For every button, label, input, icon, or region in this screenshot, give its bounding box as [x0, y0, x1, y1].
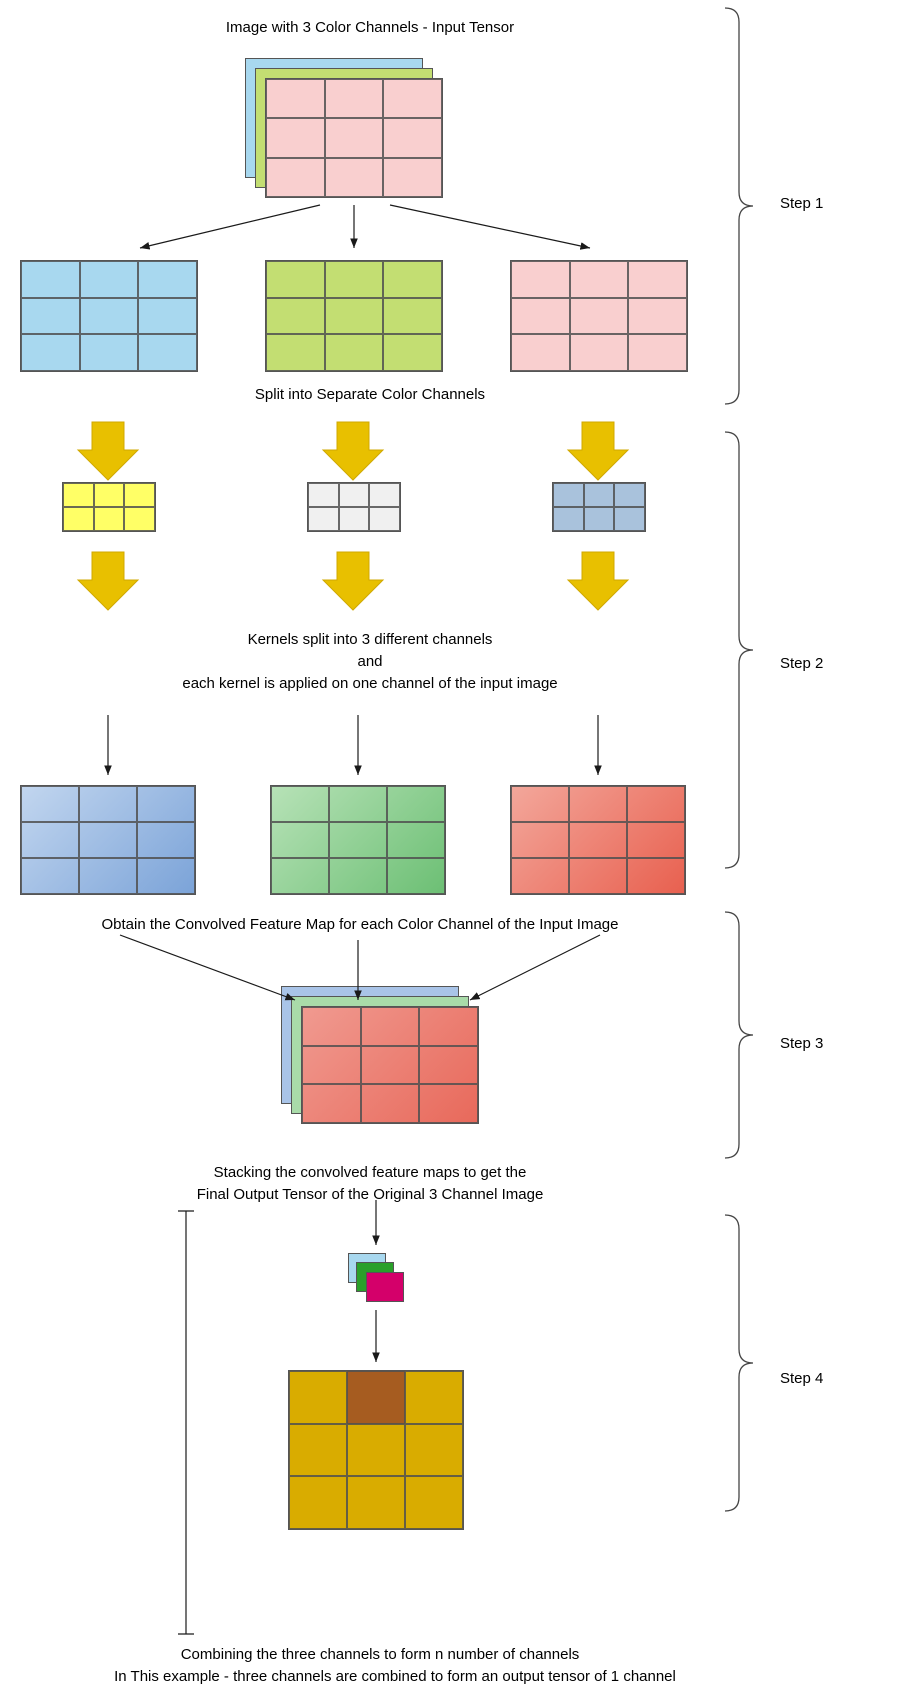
output-highlight-cell	[347, 1371, 405, 1424]
caption-combining-line2: In This example - three channels are combined to form an output tensor of 1 channel	[114, 1668, 676, 1685]
input-tensor-layer-red	[265, 78, 443, 198]
yellow-block-arrows-top	[78, 422, 628, 480]
yellow-block-arrows-bottom	[78, 552, 628, 610]
kernel-grid-blue	[552, 482, 646, 532]
kernel-grid-yellow	[62, 482, 156, 532]
channel-grid-green	[265, 260, 443, 372]
caption-kernels-line1: Kernels split into 3 different channels	[247, 631, 493, 648]
split-arrows	[140, 205, 590, 248]
left-bracket-step4	[178, 1211, 194, 1634]
stacked-tensor-layer-red	[301, 1006, 479, 1124]
kernel-grid-white	[307, 482, 401, 532]
output-tensor-grid	[288, 1370, 464, 1530]
step-label-1: Step 1	[780, 195, 824, 212]
caption-combining-line1: Combining the three channels to form n number of channels	[180, 1646, 580, 1663]
channel-grid-red	[510, 260, 688, 372]
caption-feature-maps: Obtain the Convolved Feature Map for each Color Channel of the Input Image	[101, 916, 619, 933]
step-brackets	[725, 8, 753, 1511]
kernel-to-featuremap-arrows	[108, 715, 598, 775]
tiny-stack-layer-magenta	[366, 1272, 404, 1302]
channel-grid-blue	[20, 260, 198, 372]
feature-map-red	[510, 785, 686, 895]
caption-split-channels: Split into Separate Color Channels	[254, 386, 486, 403]
step-label-2: Step 2	[780, 655, 824, 672]
caption-input-tensor: Image with 3 Color Channels - Input Tensor	[225, 19, 515, 36]
caption-kernels-line3: each kernel is applied on one channel of the input image	[182, 675, 558, 692]
feature-map-blue	[20, 785, 196, 895]
step-label-4: Step 4	[780, 1370, 824, 1387]
feature-map-green	[270, 785, 446, 895]
caption-kernels-line2: and	[357, 653, 383, 670]
caption-stacking-line1: Stacking the convolved feature maps to get the	[213, 1164, 527, 1181]
step-label-3: Step 3	[780, 1035, 824, 1052]
caption-stacking-line2: Final Output Tensor of the Original 3 Channel Image	[196, 1186, 544, 1203]
